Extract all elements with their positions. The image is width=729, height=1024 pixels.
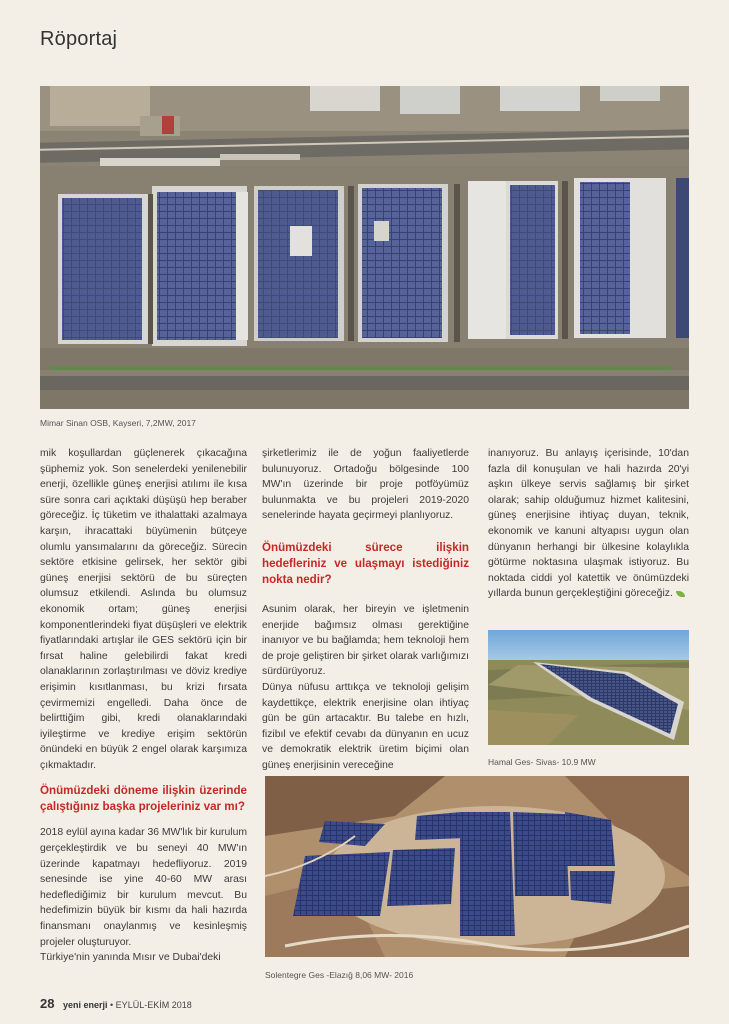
hero-photo (40, 86, 689, 409)
paragraph: Dünya nüfusu arttıkça ve teknoloji gelişim kaydettikçe, elektrik enerjisine olan ihtiyaç gün be gün artacaktır. Bu talebe en hızlı, fizibıl ve efektif cevabı da dünyanın en ucuz ve demokratik elektrik üretim biçimi olan güneş enerjisinin vereceğine (262, 681, 469, 771)
paragraph: 2018 eylül ayına kadar 36 MW'lık bir kurulum gerçekleştirdik ve bu seneyi 40 MW'ın üzerinde kapatmayı hedefliyoruz. 2019 senesinde ise yine 40-60 MW arası hedeflediğimiz bir kurulum mevcut. Bu hedefimizin büyük bir kısmı da hali hazırda finansmanı onaylanmış ve kesinleşmiş projeler oluşturuyor. (40, 827, 248, 948)
column-3 (488, 446, 689, 602)
question-heading: Önümüzdeki döneme ilişkin üzerinde çalıştığınız başka projeleriniz var mı? (40, 784, 247, 814)
paragraph: Türkiye'nin yanında Mısır ve Dubai'deki (40, 952, 221, 964)
column-1 (40, 446, 247, 966)
column-2 (262, 446, 469, 774)
page-footer (40, 996, 192, 1011)
paragraph: inanıyoruz. Bu anlayış içerisinde, 10'dan fazla dil konuşulan ve hali hazırda 20'yi aşkın ülkeye servis sağlamış bir şirket olarak; sahip olduğumuz hizmet kalitesini, güneş enerjisine ihtiyaç duyan, teknik, ekonomik ve kanuni altyapısı uygun olan dünyanın herhangi bir ülkesine kolaylıkla götürme noktasına ulaşmak istiyoruz. Bu noktada ciddi yol katettik ve önümüzdeki yıllarda bunun gerçekleştiğini göreceğiz. (488, 448, 689, 600)
issue-date: • EYLÜL-EKİM 2018 (110, 1000, 192, 1010)
section-title: Röportaj (40, 28, 118, 50)
page-number: 28 (40, 996, 55, 1011)
hamal-ges-caption: Hamal Ges- Sivas- 10.9 MW (488, 757, 596, 767)
magazine-brand: yeni enerji (62, 1000, 108, 1010)
solentegre-ges-photo (265, 776, 689, 957)
paragraph: Asunim olarak, her bireyin ve işletmenin enerjide bağımsız olması gerektiğine inanıyor ve bu bağlamda; hem teknoloji hem de proje geliştiren bir şirket olarak varlığımızı sürdürüyoruz. (262, 603, 469, 678)
hamal-ges-photo (488, 630, 689, 745)
hero-caption: Mimar Sinan OSB, Kayseri, 7,2MW, 2017 (40, 418, 196, 428)
question-heading: Önümüzdeki sürece ilişkin hedefleriniz ve ulaşmayı istediğiniz nokta nedir? (262, 540, 469, 586)
paragraph: mik koşullardan güçlenerek çıkacağına şüphemiz yok. Son senelerdeki yenilenebilir enerji, özellikle güneş enerjisi atılımı ile kısa süre sonra cari açıktaki düşüşü hep beraber göreceğiz. İç tüketim ve ithalattaki azalmaya karşın, ihracattaki büyümenin bütçeye olumlu yansımalarını da göreceğiz. Sürecin sektöre etkisine gelirsek, her sektör gibi güneş enerjisi sektörü de bu süreçten olumsuz etkilendi. Aslında bu olumsuz ekonomik ortam; güneş enerjisi komponentlerindeki fiyat düşüşleri ve elektrik fiyatlarındaki artışlar ile GES sektörü için bir fırsat haline gelebilirdi fakat kredi olanaklarının zorlaştırılması ve döviz krediye erişimin kısıtlanması, bu krizi fırsata çevirmemizi engelledi. Daha önce de belirttiğim gibi, kredi olanaklarındaki iyileştirme ve krediye erişim sektörün önündeki en büyük 2 engel olarak karşımıza çıkmaktadır. (40, 448, 247, 771)
paragraph: şirketlerimiz ile de yoğun faaliyetlerde bulunuyoruz. Ortadoğu bölgesinde 100 MW'ın üzerinde bir proje potföyümüz bulunmakta ve bu projeleri 2019-2020 senelerinde hayata geçirmeyi planlıyoruz. (262, 448, 469, 522)
solentegre-ges-caption: Solentegre Ges -Elazığ 8,06 MW- 2016 (265, 970, 414, 980)
leaf-icon (676, 591, 685, 597)
